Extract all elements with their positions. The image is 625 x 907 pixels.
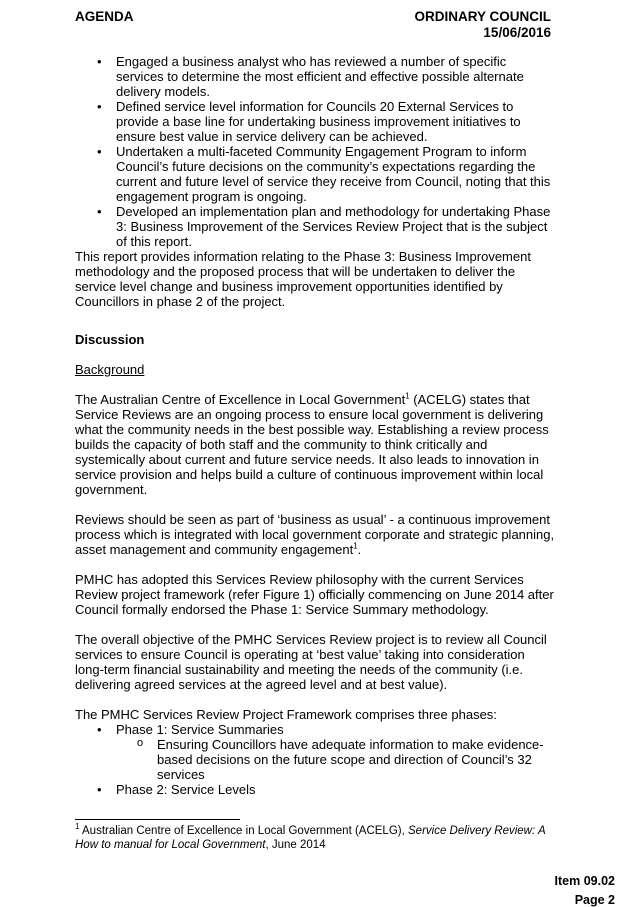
footnote-divider bbox=[75, 819, 240, 820]
paragraph-framework: The PMHC Services Review Project Framework comprises three phases: bbox=[75, 707, 497, 722]
phase-1-sublist bbox=[116, 737, 555, 782]
paragraph-text: (ACELG) states that Service Reviews are an ongoing process to ensure local government is delivering what the community needs in the best possible way. Establishing a review process builds the capacity of both staff and the community to think critically and systemically about current and future service needs. It also leads to innovation in service provision and helps build a culture of continuous improvement within local government. bbox=[75, 392, 549, 497]
paragraph-text: . bbox=[357, 542, 362, 557]
list-item: • Developed an implementation plan and methodology for undertaking Phase 3: Business Improvement of the Services Review Project that is the subject of this report. bbox=[75, 204, 555, 249]
list-item: • Phase 2: Service Levels bbox=[75, 782, 555, 797]
background-heading: Background bbox=[75, 362, 145, 377]
footnote-date: , June 2014 bbox=[265, 839, 326, 851]
list-item: • Undertaken a multi-faceted Community Engagement Program to inform Council’s future decisions on the community’s expectations regarding the current and future level of service they receive from Council, noting that this engagement program is ongoing. bbox=[75, 144, 555, 204]
footnote-marker: 1 bbox=[75, 822, 80, 832]
intro-paragraph: This report provides information relating to the Phase 3: Business Improvement methodology and the proposed process that will be undertaken to deliver the service level change and business improvement opportunities identified by Councillors in phase 2 of the project. bbox=[75, 249, 531, 309]
intro-bullet-list bbox=[75, 54, 555, 249]
paragraph-objective: The overall objective of the PMHC Services Review project is to review all Council services to ensure Council is operating at ‘best value’ taking into consideration long-term financial sustainability and meeting the needs of the community (i.e. delivering agreed services at the agreed level and at best value). bbox=[75, 632, 547, 692]
paragraph-acelg bbox=[75, 392, 555, 497]
list-item: o Ensuring Councillors have adequate information to make evidence-based decisions on the future scope and direction of Council’s 32 services bbox=[116, 737, 555, 782]
paragraph-pmhc-philosophy: PMHC has adopted this Services Review philosophy with the current Services Review project framework (refer Figure 1) officially commencing on June 2014 after Council formally endorsed the Phase 1: Service Summary methodology. bbox=[75, 572, 554, 617]
discussion-heading: Discussion bbox=[75, 332, 145, 347]
phase-1-label: Phase 1: Service Summaries bbox=[116, 722, 284, 737]
footnote-reference: 1 bbox=[353, 541, 358, 551]
paragraph-text: Reviews should be seen as part of ‘business as usual’ - a continuous improvement process which is integrated with local government corporate and strategic planning, asset management and community engagement bbox=[75, 512, 555, 557]
list-item: • Defined service level information for Councils 20 External Services to provide a base line for undertaking business improvement initiatives to ensure best value in service delivery can be achieved. bbox=[75, 99, 555, 144]
footnote-text: Australian Centre of Excellence in Local Government (ACELG), bbox=[79, 825, 408, 837]
footnote-title: Service Delivery Review: A How to manual for Local Government bbox=[75, 825, 546, 851]
list-item bbox=[75, 722, 555, 782]
footer-page-number: Page 2 bbox=[574, 893, 615, 907]
header-meeting-date: 15/06/2016 bbox=[483, 25, 551, 40]
header-meeting bbox=[414, 9, 551, 41]
header-agenda: AGENDA bbox=[75, 9, 134, 24]
paragraph-business-as-usual bbox=[75, 512, 555, 557]
header-meeting-title: ORDINARY COUNCIL bbox=[414, 9, 551, 24]
footnote bbox=[75, 824, 555, 852]
footnote-reference: 1 bbox=[405, 391, 410, 401]
document-body bbox=[75, 54, 555, 797]
footer-item-number: Item 09.02 bbox=[554, 874, 615, 888]
paragraph-text: The Australian Centre of Excellence in Local Government bbox=[75, 392, 406, 407]
list-item: • Engaged a business analyst who has reviewed a number of specific services to determine the most efficient and effective possible alternate delivery models. bbox=[75, 54, 555, 99]
phase-list bbox=[75, 722, 555, 797]
